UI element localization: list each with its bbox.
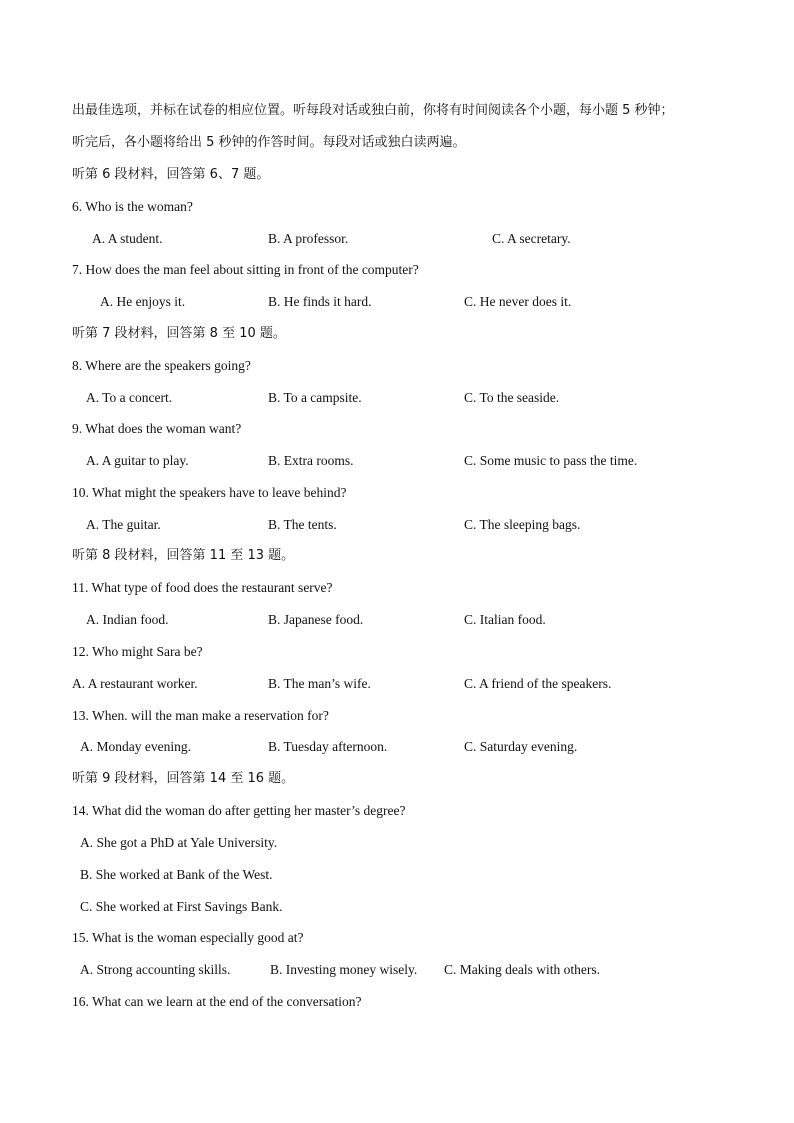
question-7-option-a: A. He enjoys it. — [100, 294, 186, 309]
question-6-option-b: B. A professor. — [268, 231, 349, 246]
question-11: 11. What type of food does the restaurant serve? — [72, 580, 333, 595]
question-8-option-b: B. To a campsite. — [268, 390, 362, 405]
question-13-option-c: C. Saturday evening. — [464, 739, 578, 754]
question-11-option-b: B. Japanese food. — [268, 612, 364, 627]
question-12-option-c: C. A friend of the speakers. — [464, 676, 612, 691]
section-heading-9: 听第 9 段材料，回答第 14 至 16 题。 — [72, 771, 295, 786]
question-9-option-b: B. Extra rooms. — [268, 453, 354, 468]
question-14-option-b: B. She worked at Bank of the West. — [80, 867, 273, 882]
question-9-option-c: C. Some music to pass the time. — [464, 453, 638, 468]
question-7-option-b: B. He finds it hard. — [268, 294, 372, 309]
section-heading-6: 听第 6 段材料，回答第 6、7 题。 — [72, 167, 270, 182]
question-10-option-a: A. The guitar. — [86, 517, 161, 532]
question-7: 7. How does the man feel about sitting in front of the computer? — [72, 262, 419, 277]
question-6-option-a: A. A student. — [92, 231, 163, 246]
question-12-option-a: A. A restaurant worker. — [72, 676, 198, 691]
instruction-line-2: 听完后，各小题将给出 5 秒钟的作答时间。每段对话或独白读两遍。 — [72, 135, 466, 150]
question-6-option-c: C. A secretary. — [492, 231, 571, 246]
question-10-option-c: C. The sleeping bags. — [464, 517, 581, 532]
question-8: 8. Where are the speakers going? — [72, 358, 251, 373]
question-9-option-a: A. A guitar to play. — [86, 453, 189, 468]
question-15-option-a: A. Strong accounting skills. — [80, 962, 231, 977]
question-12: 12. Who might Sara be? — [72, 644, 203, 659]
question-12-option-b: B. The man’s wife. — [268, 676, 371, 691]
question-15-option-b: B. Investing money wisely. — [270, 962, 418, 977]
question-14: 14. What did the woman do after getting her master’s degree? — [72, 803, 406, 818]
question-14-option-a: A. She got a PhD at Yale University. — [80, 835, 278, 850]
section-heading-8: 听第 8 段材料，回答第 11 至 13 题。 — [72, 548, 295, 563]
question-10: 10. What might the speakers have to leave behind? — [72, 485, 347, 500]
question-10-option-b: B. The tents. — [268, 517, 337, 532]
question-11-option-c: C. Italian food. — [464, 612, 546, 627]
question-13-option-b: B. Tuesday afternoon. — [268, 739, 388, 754]
question-8-option-a: A. To a concert. — [86, 390, 173, 405]
question-6: 6. Who is the woman? — [72, 199, 193, 214]
question-15: 15. What is the woman especially good at? — [72, 930, 304, 945]
question-15-option-c: C. Making deals with others. — [444, 962, 600, 977]
question-9: 9. What does the woman want? — [72, 421, 242, 436]
instruction-line-1: 出最佳选项，并标在试卷的相应位置。听每段对话或独白前，你将有时间阅读各个小题，每小题 5 秒钟； — [72, 103, 674, 118]
question-7-option-c: C. He never does it. — [464, 294, 572, 309]
question-8-option-c: C. To the seaside. — [464, 390, 560, 405]
question-13: 13. When. will the man make a reservation for? — [72, 708, 329, 723]
question-16: 16. What can we learn at the end of the conversation? — [72, 994, 362, 1009]
question-13-option-a: A. Monday evening. — [80, 739, 191, 754]
question-14-option-c: C. She worked at First Savings Bank. — [80, 899, 283, 914]
section-heading-7: 听第 7 段材料，回答第 8 至 10 题。 — [72, 326, 286, 341]
question-11-option-a: A. Indian food. — [86, 612, 169, 627]
